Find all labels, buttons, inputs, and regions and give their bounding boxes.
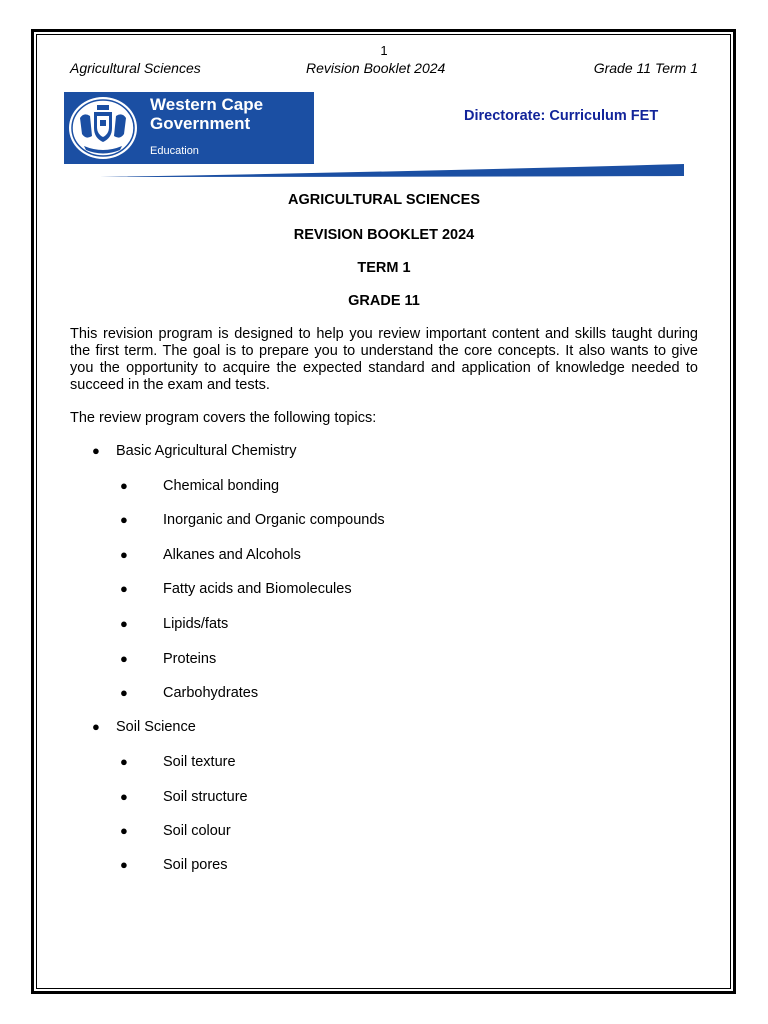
bullet-icon: ● — [120, 616, 128, 631]
subtopic-label: Proteins — [163, 651, 217, 667]
directorate-label: Directorate: Curriculum FET — [464, 108, 659, 124]
list-item — [120, 547, 301, 563]
list-item — [120, 512, 385, 528]
logo-subtitle: Education — [150, 145, 199, 157]
title-grade: GRADE 11 — [348, 293, 420, 309]
subtopic-label: Lipids/fats — [163, 616, 229, 632]
bullet-icon: ● — [120, 478, 128, 493]
list-item — [120, 651, 216, 667]
intro-paragraph: This revision program is designed to help you review important content and skills taught during the first term. The goal is to prepare you to understand the core concepts. It also wants to give you the opportunity to acquire the expected standard and application of knowledge needed to succeed in the exam and tests. — [70, 326, 698, 393]
list-item — [120, 857, 227, 873]
list-item — [120, 685, 258, 701]
bullet-icon: ● — [120, 789, 128, 804]
subtopic-label: Inorganic and Organic compounds — [163, 512, 385, 528]
title-term: TERM 1 — [357, 260, 411, 276]
bullet-icon: ● — [120, 651, 128, 666]
bullet-icon: ● — [120, 547, 128, 562]
wcg-logo — [64, 92, 314, 164]
list-item — [120, 581, 352, 597]
title-subject: AGRICULTURAL SCIENCES — [288, 192, 480, 208]
title-booklet: REVISION BOOKLET 2024 — [293, 227, 475, 243]
topic-label: Basic Agricultural Chemistry — [116, 443, 297, 459]
subtopic-label: Soil structure — [163, 789, 248, 805]
logo-title-line1: Western Cape — [150, 95, 264, 114]
subtopic-label: Alkanes and Alcohols — [163, 547, 301, 563]
coat-of-arms-icon — [66, 94, 140, 162]
subtopic-label: Soil colour — [163, 823, 231, 839]
subtopic-label: Chemical bonding — [163, 478, 280, 494]
header-grade-term: Grade 11 Term 1 — [593, 60, 698, 76]
list-item — [92, 443, 297, 459]
logo-title-line2: Government — [150, 114, 251, 133]
page-number: 1 — [380, 43, 388, 58]
bullet-icon: ● — [120, 581, 128, 596]
subtopic-label: Soil texture — [163, 754, 236, 770]
header-swoosh — [100, 162, 684, 178]
bullet-icon: ● — [120, 512, 128, 527]
list-item — [120, 478, 279, 494]
subtopic-label: Fatty acids and Biomolecules — [163, 581, 352, 597]
bullet-icon: ● — [120, 823, 128, 838]
list-item — [120, 823, 231, 839]
bullet-icon: ● — [120, 857, 128, 872]
topic-label: Soil Science — [116, 719, 196, 735]
header-subject: Agricultural Sciences — [70, 60, 201, 76]
bullet-icon: ● — [92, 719, 100, 734]
topics-lead: The review program covers the following topics: — [70, 410, 377, 426]
list-item — [120, 754, 236, 770]
subtopic-label: Soil pores — [163, 857, 228, 873]
subtopic-label: Carbohydrates — [163, 685, 259, 701]
bullet-icon: ● — [120, 685, 128, 700]
bullet-icon: ● — [92, 443, 100, 458]
list-item — [120, 789, 248, 805]
list-item — [120, 616, 228, 632]
header-booklet: Revision Booklet 2024 — [306, 60, 446, 76]
bullet-icon: ● — [120, 754, 128, 769]
list-item — [92, 719, 196, 735]
